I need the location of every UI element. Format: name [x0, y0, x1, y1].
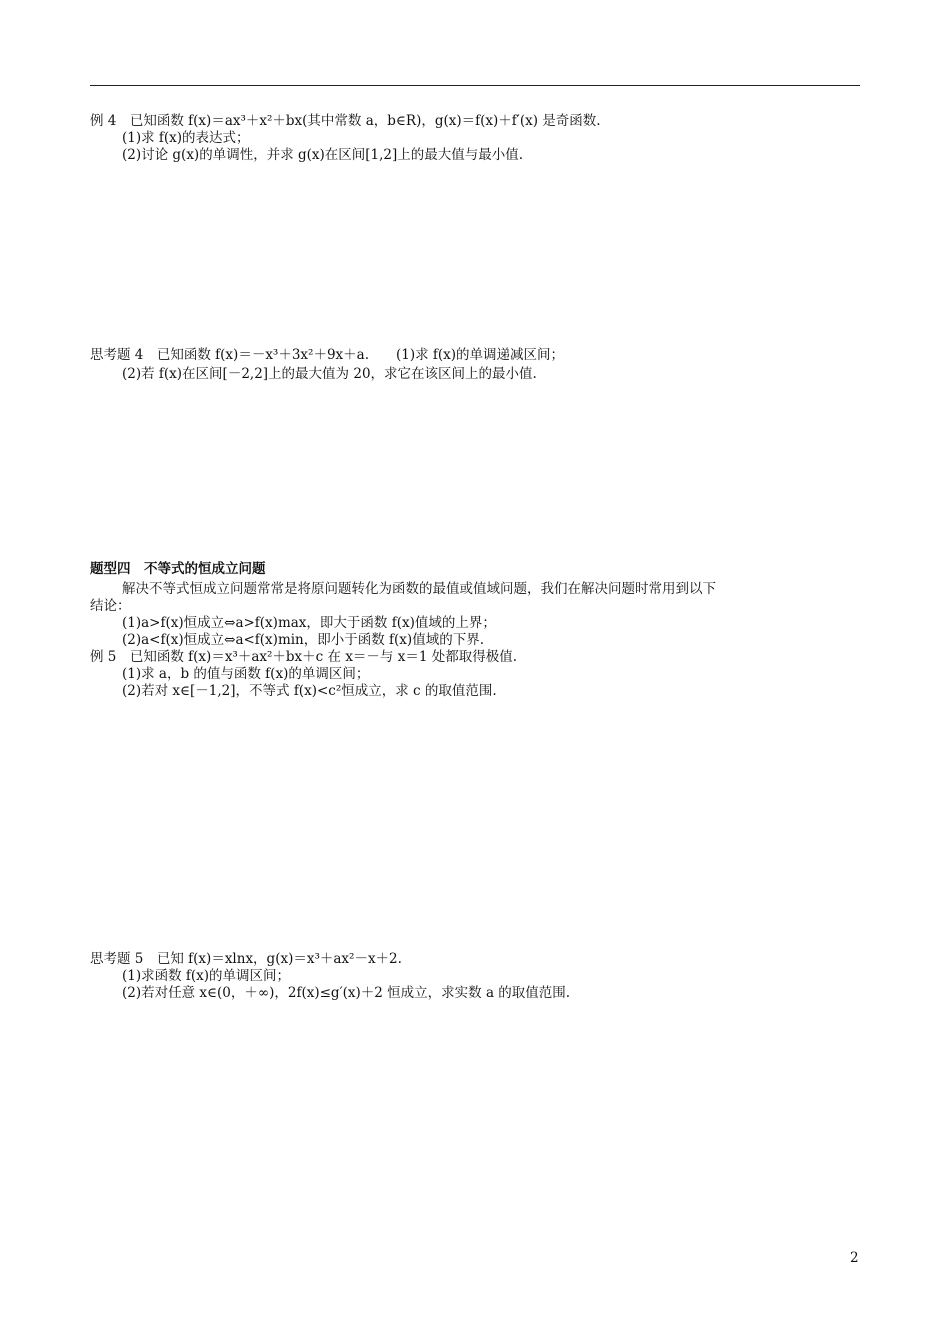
header-rule	[90, 85, 860, 86]
page-number: 2	[850, 1250, 859, 1266]
example-5-statement: 例 5 已知函数 f(x)＝x³＋ax²＋bx＋c 在 x＝－与 x＝1 处都取得极值.	[90, 649, 518, 665]
exercise-5-statement: 思考题 5 已知 f(x)＝xlnx，g(x)＝x³＋ax²－x＋2.	[90, 951, 402, 967]
exercise-4-statement: 思考题 4 已知函数 f(x)＝－x³＋3x²＋9x＋a. (1)求 f(x)的单调递减区间；	[90, 347, 565, 363]
example-5-question-1: (1)求 a，b 的值与函数 f(x)的单调区间；	[122, 666, 370, 682]
example-5-question-2: (2)若对 x∈[－1,2]，不等式 f(x)<c²恒成立，求 c 的取值范围.	[122, 683, 497, 699]
section-intro-line-2: 结论：	[90, 598, 131, 614]
section-intro-line-1: 解决不等式恒成立问题常常是将原问题转化为函数的最值或值域问题，我们在解决问题时常用到以下	[122, 581, 716, 597]
section-heading: 题型四 不等式的恒成立问题	[90, 561, 266, 577]
exercise-5-question-1: (1)求函数 f(x)的单调区间；	[122, 968, 291, 984]
exercise-5-question-2: (2)若对任意 x∈(0，＋∞)，2f(x)≤g′(x)＋2 恒成立，求实数 a 的取值范围.	[122, 985, 571, 1001]
example-4-question-2: (2)讨论 g(x)的单调性，并求 g(x)在区间[1,2]上的最大值与最小值.	[122, 147, 524, 163]
conclusion-2: (2)a<f(x)恒成立⇔a<f(x)min，即小于函数 f(x)值域的下界.	[122, 632, 484, 648]
conclusion-1: (1)a>f(x)恒成立⇔a>f(x)max，即大于函数 f(x)值域的上界；	[122, 615, 496, 631]
example-4-question-1: (1)求 f(x)的表达式；	[122, 130, 250, 146]
example-4-statement: 例 4 已知函数 f(x)＝ax³＋x²＋bx(其中常数 a，b∈R)，g(x)＝f(x)＋f′(x) 是奇函数.	[90, 113, 601, 129]
exercise-4-question-2: (2)若 f(x)在区间[－2,2]上的最大值为 20，求它在该区间上的最小值.	[122, 366, 537, 382]
